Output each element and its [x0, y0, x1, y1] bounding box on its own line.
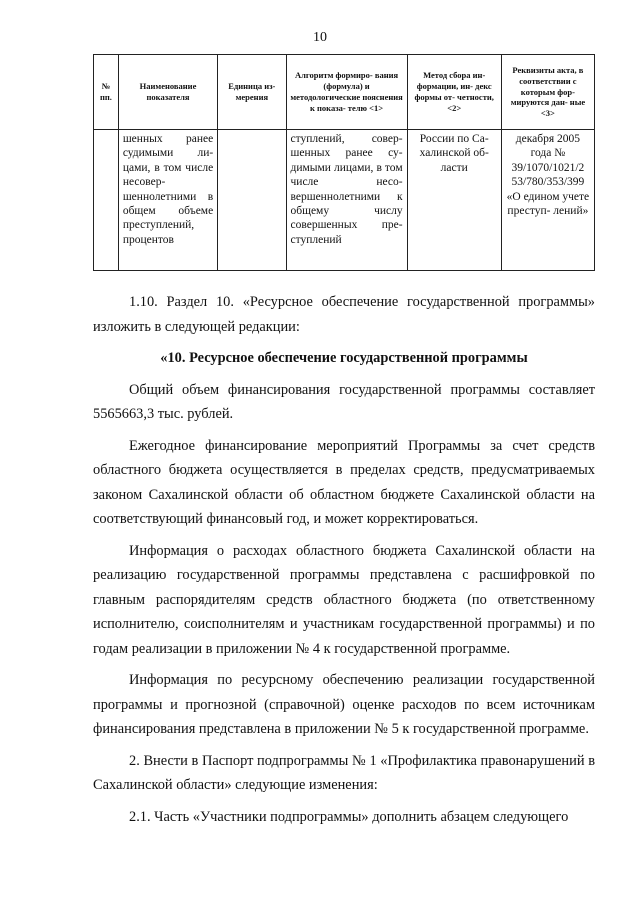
paragraph-2: 2. Внести в Паспорт подпрограммы № 1 «Профилактика правонарушений в Сахалинской области» следующие изменения: — [93, 752, 595, 793]
body-text — [93, 290, 595, 836]
cell-algorithm: ступлений, совер- шенных ранее су- димыми лицами, в том числе несо- вершеннолетними к общему числу совершенных пре- ступлений — [286, 130, 407, 271]
header-collection-method: Метод сбора ин- формации, ин- декс формы от- четности, <2> — [407, 55, 501, 130]
page-number: 10 — [313, 30, 327, 45]
cell-indicator-name: шенных ранее судимыми ли- цами, в том числе несовер- шеннолетними в общем объеме преступлений, процентов — [118, 130, 217, 271]
cell-unit — [218, 130, 286, 271]
cell-collection-method: России по Са- халинской об- ласти — [407, 130, 501, 271]
header-algorithm: Алгоритм формиро- вания (формула) и методологические пояснения к показа- телю <1> — [286, 55, 407, 130]
header-unit: Единица из- мерения — [218, 55, 286, 130]
paragraph-annual-funding: Ежегодное финансирование мероприятий Программы за счет средств областного бюджета осуществляется в пределах средств, предусматриваемых законом Сахалинской области об областном бюджете Сахалинской области на соответствующий финансовый год, и может корректироваться. — [93, 437, 595, 527]
table-header-row — [94, 55, 595, 130]
table-row — [94, 130, 595, 271]
header-act-details: Реквизиты акта, в соответствии с которым фор- мируются дан- ные <3> — [501, 55, 594, 130]
paragraph-total-funding: Общий объем финансирования государственной программы составляет 5565663,3 тыс. рублей. — [93, 381, 595, 422]
paragraph-resource-info: Информация по ресурсному обеспечению реализации государственной программы и прогнозной (справочной) оценке расходов по всем источникам финансирования представлена в приложении № 5 к государственной программе. — [93, 672, 595, 737]
paragraph-budget-info: Информация о расходах областного бюджета Сахалинской области на реализацию государственной программы представлена с расшифровкой по главным распорядителям средств областного бюджета (по ответственному исполнителю, соисполнителям и участникам государственной программы) и по годам реализации в приложении № 4 к государственной программе. — [93, 542, 595, 657]
paragraph-1-10: 1.10. Раздел 10. «Ресурсное обеспечение государственной программы» изложить в следующей редакции: — [93, 294, 595, 335]
section-heading: «10. Ресурсное обеспечение государственной программы — [160, 350, 528, 366]
cell-act-details: декабря 2005 года № 39/1070/1021/2 53/780/353/399 «О едином учете преступ- лений» — [501, 130, 594, 271]
header-number: № пп. — [94, 55, 119, 130]
paragraph-2-1: 2.1. Часть «Участники подпрограммы» дополнить абзацем следующего — [129, 808, 569, 825]
header-indicator-name: Наименование показателя — [118, 55, 217, 130]
cell-number — [94, 130, 119, 271]
indicators-table — [93, 54, 595, 271]
